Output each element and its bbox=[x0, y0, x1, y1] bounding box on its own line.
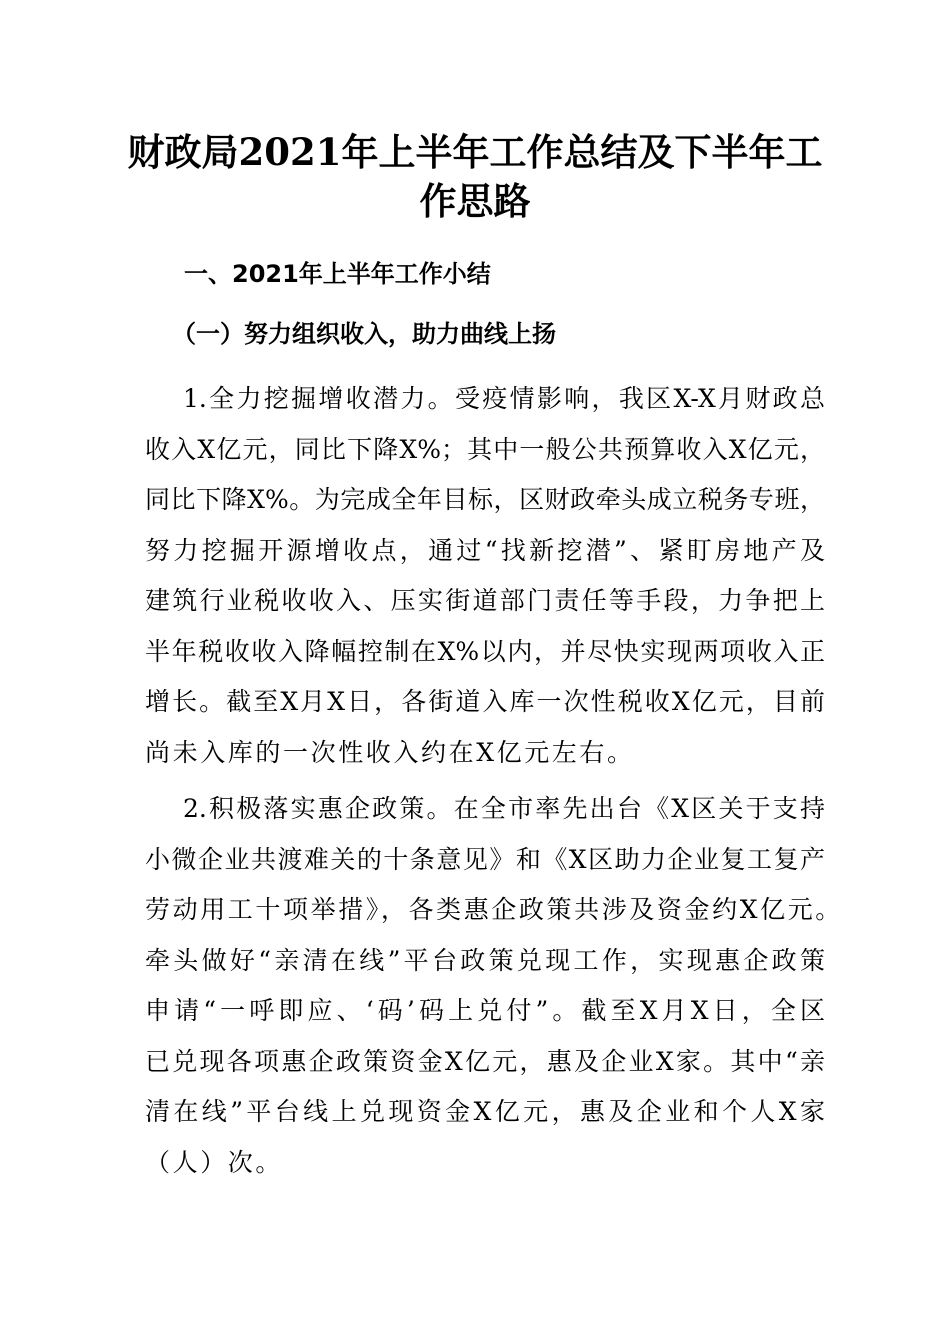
paragraph-line: 牵头做好“亲清在线”平台政策兑现工作，实现惠企政策 bbox=[145, 945, 825, 975]
document-title-line-1: 财政局2021年上半年工作总结及下半年工 bbox=[127, 130, 823, 174]
paragraph-increase-revenue bbox=[145, 374, 825, 778]
paragraph-line: 已兑现各项惠企政策资金X亿元，惠及企业X家。其中“亲 bbox=[145, 1046, 825, 1076]
document-title-line-2: 作思路 bbox=[419, 179, 531, 223]
paragraph-line: 尚未入库的一次性收入约在X亿元左右。 bbox=[145, 737, 635, 767]
paragraph-line: 清在线”平台线上兑现资金X亿元，惠及企业和个人X家 bbox=[145, 1097, 825, 1126]
paragraph-line: 申请“一呼即应、‘码’码上兑付”。截至X月X日，全区 bbox=[145, 996, 825, 1025]
paragraph-line: 努力挖掘开源增收点，通过“找新挖潜”、紧盯房地产及 bbox=[145, 535, 825, 565]
section-heading: 一、2021年上半年工作小结 bbox=[184, 260, 491, 288]
paragraph-line: 劳动用工十项举措》，各类惠企政策共涉及资金约X亿元。 bbox=[145, 895, 843, 924]
paragraph-line: 增长。截至X月X日，各街道入库一次性税收X亿元，目前 bbox=[145, 687, 825, 716]
paragraph-line: 收入X亿元，同比下降X%；其中一般公共预算收入X亿元， bbox=[145, 434, 825, 464]
paragraph-line: （人）次。 bbox=[145, 1147, 284, 1177]
paragraph-line: 2.积极落实惠企政策。在全市率先出台《X区关于支持 bbox=[183, 794, 825, 823]
subsection-heading: （一）努力组织收入，助力曲线上扬 bbox=[172, 320, 556, 348]
document-title bbox=[120, 128, 830, 226]
paragraph-enterprise-policy bbox=[145, 784, 843, 1188]
paragraph-line: 小微企业共渡难关的十条意见》和《X区助力企业复工复产 bbox=[145, 844, 825, 874]
paragraph-line: 建筑行业税收收入、压实街道部门责任等手段，力争把上 bbox=[145, 586, 825, 615]
paragraph-line: 同比下降X%。为完成全年目标，区财政牵头成立税务专班， bbox=[145, 485, 825, 514]
paragraph-line: 1.全力挖掘增收潜力。受疫情影响，我区X-X月财政总 bbox=[183, 384, 825, 413]
paragraph-line: 半年税收收入降幅控制在X%以内，并尽快实现两项收入正 bbox=[145, 636, 825, 666]
